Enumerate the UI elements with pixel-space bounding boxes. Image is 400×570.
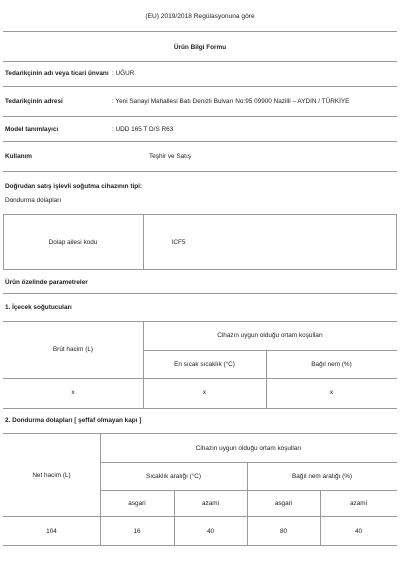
regulation-reference: (EU) 2019/2018 Regülasyonuna göre xyxy=(145,13,255,20)
divider xyxy=(3,171,397,172)
hottest-temp-header: En sıcak sıcaklık (°C) xyxy=(174,361,235,368)
temp-max-header: azami xyxy=(201,500,220,507)
direct-sales-question: Doğrudan satış işlevli soğutma cihazının tipi: xyxy=(5,183,143,190)
divider xyxy=(3,433,397,434)
temp-min-header: asgari xyxy=(128,500,146,507)
divider xyxy=(3,545,397,546)
divider xyxy=(3,116,397,117)
divider xyxy=(174,490,175,545)
family-code-value: ICF5 xyxy=(171,239,186,246)
model-label: Model tanımlayıcı xyxy=(5,126,59,133)
supplier-label: Tedarikçinin adı veya ticari ünvanı xyxy=(5,70,109,77)
address-label: Tedarikçinin adresi xyxy=(5,98,63,105)
humidity-max-header: azami xyxy=(349,500,368,507)
model-row xyxy=(5,126,395,133)
divider xyxy=(100,490,397,491)
beverage-conditions-header: Cihazın uygun olduğu ortam koşulları xyxy=(217,332,323,339)
divider xyxy=(3,86,397,87)
humidity-range-header: Bağıl nem aralığı (%) xyxy=(291,473,353,480)
net-volume-value: 104 xyxy=(46,528,57,535)
humidity-min-value: 80 xyxy=(279,528,288,535)
humidity-header: Bağıl nem (%) xyxy=(311,361,352,368)
divider xyxy=(3,141,397,142)
temp-max-value: 40 xyxy=(206,528,215,535)
hottest-temp-value: x xyxy=(202,389,207,396)
divider xyxy=(3,293,397,294)
divider xyxy=(3,321,397,322)
supplier-value: : UĞUR xyxy=(112,70,135,77)
temp-range-header: Sıcaklık aralığı (°C) xyxy=(145,473,202,480)
divider xyxy=(3,269,397,270)
usage-row xyxy=(5,153,395,160)
divider xyxy=(3,516,397,517)
params-title: Ürün özelinde parametreler xyxy=(5,279,88,286)
address-value: : Yeni Sanayi Mahallesi Batı Denizli Bulvarı No:95 09900 Nazilli – AYDIN / TÜRKİYE xyxy=(112,98,350,105)
temp-min-value: 16 xyxy=(133,528,141,535)
divider xyxy=(3,61,397,62)
divider xyxy=(396,214,397,269)
divider xyxy=(3,214,397,215)
divider xyxy=(100,462,397,463)
divider xyxy=(320,490,321,545)
family-code-label: Dolap ailesi kodu xyxy=(48,239,98,246)
icecream-section-title: 2. Dondurma dolapları [ şeffaf olmayan kapı ] xyxy=(5,417,142,424)
divider xyxy=(3,31,397,32)
humidity-min-header: asgari xyxy=(274,500,293,507)
divider xyxy=(143,350,397,351)
icecream-conditions-header: Cihazın uygun olduğu ortam koşulları xyxy=(195,445,302,452)
gross-volume-header: Brüt hacim (L) xyxy=(52,346,94,353)
net-volume-header: Net hacim (L) xyxy=(32,472,71,479)
usage-label: Kullanım xyxy=(5,153,32,160)
divider xyxy=(3,408,397,409)
direct-sales-answer: Dondurma dolapları xyxy=(5,197,62,204)
address-row xyxy=(5,98,395,105)
beverage-section-title: 1. İçecek soğutucuları xyxy=(5,304,72,311)
divider xyxy=(266,350,267,408)
humidity-max-value: 40 xyxy=(354,528,363,535)
divider xyxy=(3,378,397,379)
model-value: : UDD 165 T D/S R63 xyxy=(112,126,174,133)
usage-value: Teşhir ve Satış xyxy=(149,153,191,160)
gross-volume-value: x xyxy=(71,389,75,396)
humidity-value: x xyxy=(329,389,334,396)
form-title: Ürün Bilgi Formu xyxy=(173,44,227,51)
supplier-row xyxy=(5,70,395,77)
